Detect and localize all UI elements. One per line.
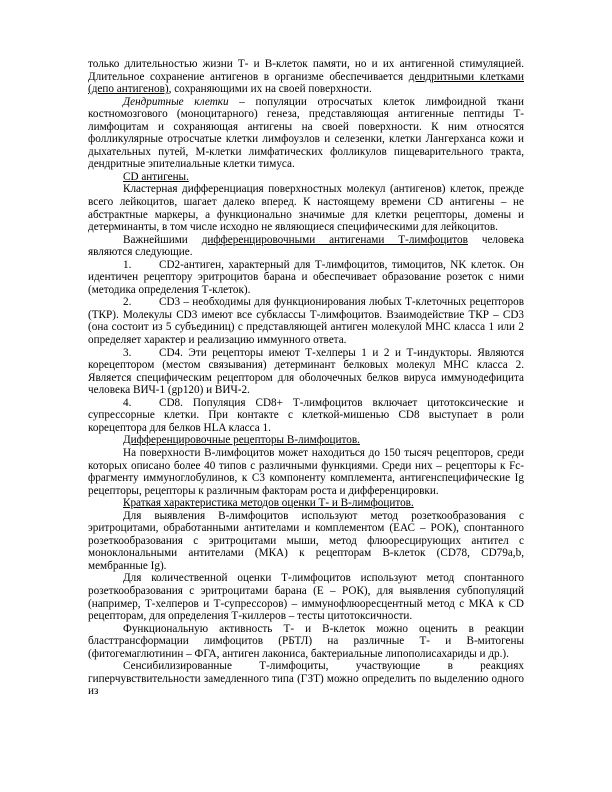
underlined-term-dendritic-cells: дендритными клетками (депо антигенов) [88, 70, 524, 96]
italic-term: Дендритные клетки [123, 95, 229, 108]
list-number: 3. [123, 346, 132, 359]
list-number: 4. [123, 396, 132, 409]
paragraph-dendritic-cells: Дендритные клетки – популяции отросчатых клеток лимфоидной ткани костномозгового (моноцитарного) генеза, представляющая антигенные пептиды Т-лимфоцитам и сохраняющая антигены на своей поверхности. К ним относятся фолликулярные отросчатые клетки лимфоузлов и селезенки, клетки Лангерханса кожи и дыхательных путей, М-клетки лимфатических фолликулов пищеварительного тракта, дендритные эпителиальные клетки тимуса. [88, 95, 524, 171]
heading-b-receptors: Дифференцировочные рецепторы В-лимфоцитов. [123, 434, 360, 447]
paragraph-b-receptors: На поверхности В-лимфоцитов может находиться до 150 тысяч рецепторов, среди которых описано более 40 типов с различными функциями. Среди них – рецепторы к Fc-фрагменту иммуноглобулинов, к С3 компоненту комплемента, антигенспецифические Ig рецепторы, рецепторы к различным факторам роста и дифференцировки. [88, 446, 524, 497]
paragraph-t-antigens-intro: Важнейшими дифференцировочными антигенами Т-лимфоцитов человека являются следующие. [88, 233, 525, 259]
list-item: 3. CD4. Эти рецепторы имеют Т-хелперы 1 и 2 и Т-индукторы. Являются корецептором (местом связывания) детерминант белковых молекул МНС класса 2. Является специфическим рецептором для оболочечных белков вируса иммунодефицита человека ВИЧ-1 (gp120) и ВИЧ-2. [88, 346, 524, 397]
paragraph-b-methods: Для выявления В-лимфоцитов используют метод розеткообразования с эритроцитами, обработанными антителами и комплементом (ЕАС – РОК), спонтанного розеткообразования с эритроцитами мыши, метод флюоресцирующих антител с моноклональными антителами (МКА) к рецепторам В-клеток (CD78, CD79a,b, мембранные Ig). [88, 509, 524, 572]
underlined-term-t-antigens: дифференцировочными антигенами Т-лимфоцитов [201, 233, 468, 246]
paragraph-functional-activity: Функциональную активность Т- и В-клеток можно оценить в реакции бласттрансформации лимфоцитов (РБТЛ) на различные Т- и В-митогены (фитогемаглютинин – ФГА, антиген лакониса, бактериальные липополисахариды и др.). [88, 622, 524, 660]
list-item: 4. CD8. Популяция CD8+ Т-лимфоцитов включает цитотоксические и супрессорные клетки. При контакте с клеткой-мишенью CD8 выступает в роли корецептора для белков HLA класса 1. [88, 396, 524, 434]
list-item: 1. CD2-антиген, характерный для Т-лимфоцитов, тимоцитов, NK клеток. Он идентичен рецептору эритроцитов барана и обеспечивает образование розеток с ними (методика определения Т-клеток). [88, 258, 524, 296]
paragraph-sensitized-t-cells: Сенсибилизированные Т-лимфоциты, участвующие в реакциях гиперчувствительности замедленного типа (ГЗТ) можно определить по выделению одного из [88, 660, 524, 698]
list-number: 1. [123, 258, 132, 271]
paragraph-cluster-differentiation: Кластерная дифференциация поверхностных молекул (антигенов) клеток, прежде всего лейкоцитов, шагает далеко вперед. К настоящему времени CD антигены – не абстрактные маркеры, а функционально значимые для клетки рецепторы, домены и детерминанты, в том числе исходно не являющиеся специфическими для лейкоцитов. [88, 183, 524, 234]
list-item: 2. CD3 – необходимы для функционирования любых Т-клеточных рецепторов (ТКР). Молекулы CD3 имеют все субклассы Т-лимфоцитов. Взаимодействие ТКР – CD3 (она состоит из 5 субъединиц) с представляющей антиген молекулой МНС класса 1 или 2 определяет характер и реализацию иммунного ответа. [88, 296, 524, 347]
paragraph-memory-cells: только длительностью жизни Т- и В-клеток памяти, но и их антигенной стимуляцией. Длительное сохранение антигенов в организме обеспечивается дендритными клетками (депо антигенов), сохраняющими их на своей поверхности. [88, 58, 524, 96]
paragraph-t-methods: Для количественной оценки Т-лимфоцитов используют метод спонтанного розеткообразования с эритроцитами барана (Е – РОК), для выявления субпопуляций (например, Т-хелперов и Т-супрессоров) – иммунофлюоресцентный метод с МКА к CD рецепторам, для определения Т-киллеров – тесты цитотоксичности. [88, 572, 524, 623]
heading-cd-antigens: CD антигены. [123, 170, 189, 183]
list-number: 2. [123, 296, 132, 309]
heading-methods: Краткая характеристика методов оценки Т- и В-лимфоцитов. [123, 497, 414, 510]
